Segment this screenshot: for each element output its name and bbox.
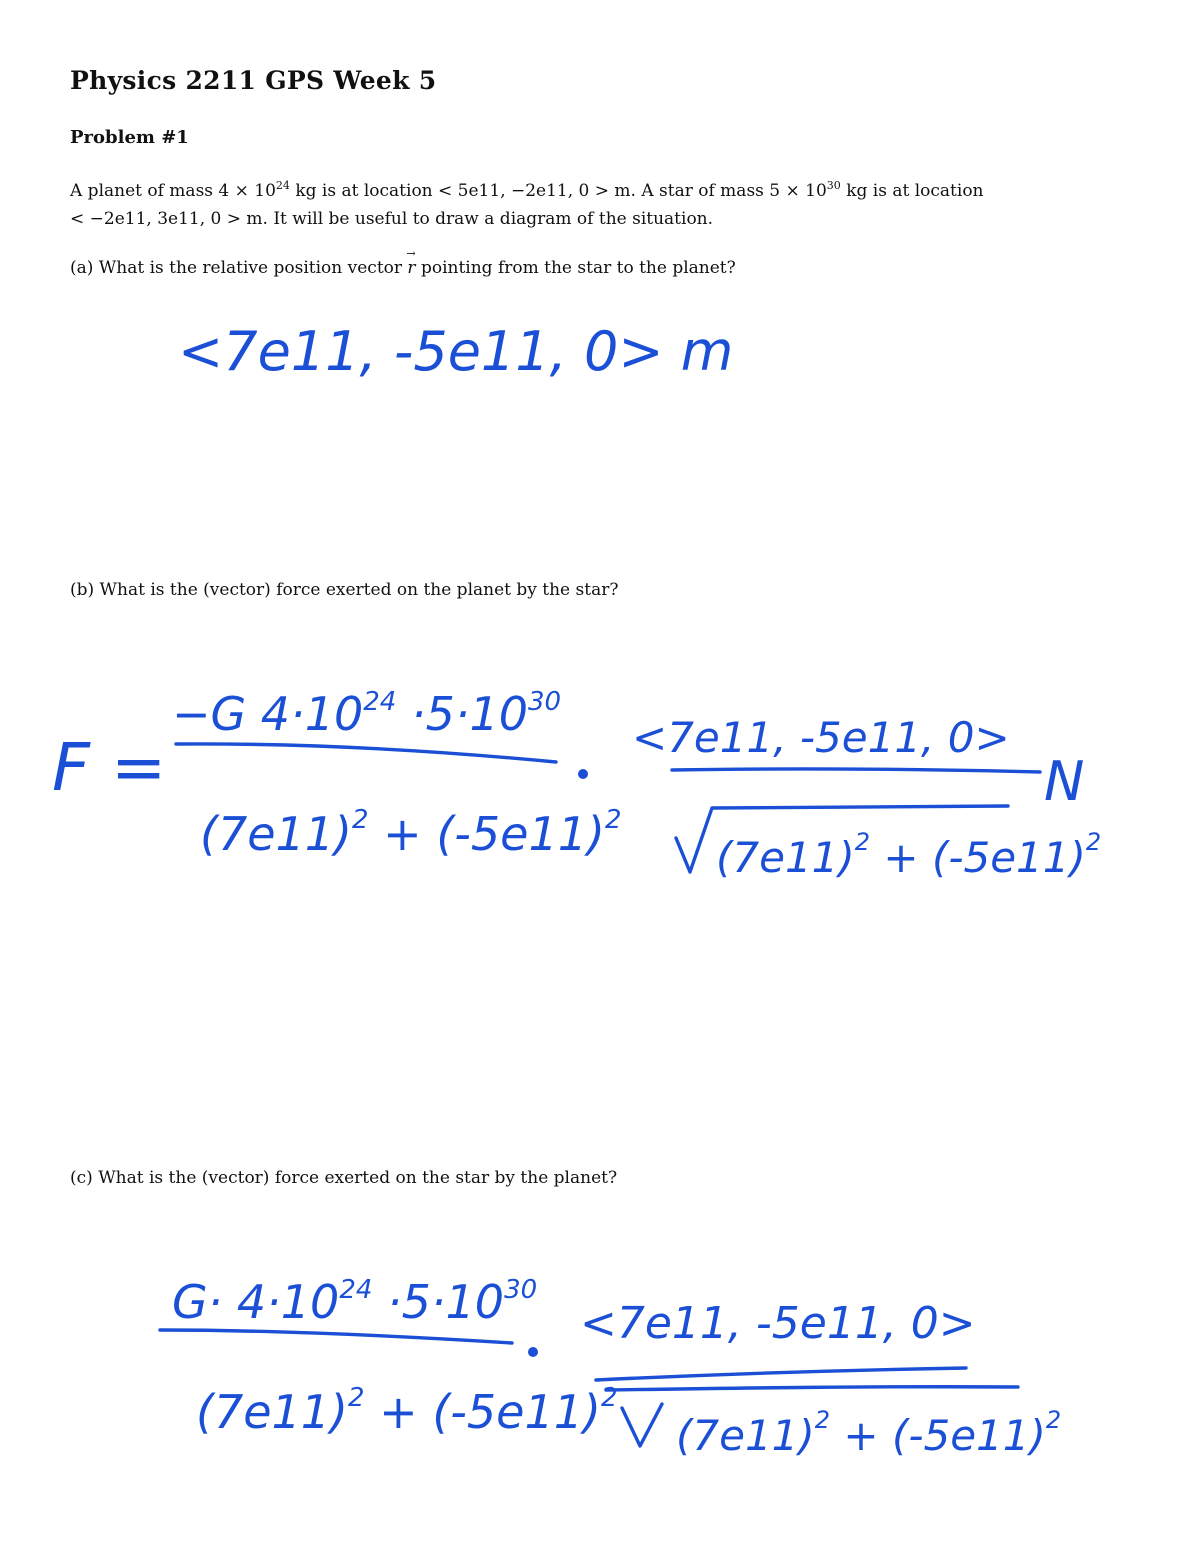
answer-b-unit: N [1044,750,1085,813]
answer-b-vden-part2: + (-5e11) [870,833,1086,882]
answer-b-numerator [172,687,561,741]
statement-part-2: kg is at location < 5e11, −2e11, 0 > m. A star of mass 5 × 10 [289,181,827,201]
answer-c-vden-part2: + (-5e11) [830,1411,1046,1460]
multiplication-dot-b [578,769,588,779]
answer-b-den-part1: (7e11) [200,807,352,861]
answer-c-vector-denominator [676,1406,1061,1460]
answer-b-den-sq1: 2 [352,805,369,835]
answer-c-sqrt-sign [622,1404,662,1446]
vector-r-symbol: → r [407,258,415,278]
answer-c-vden-sq1: 2 [814,1406,831,1434]
page-title: Physics 2211 GPS Week 5 [70,66,437,95]
answer-c-denominator [196,1383,617,1439]
answer-b-vector-denominator [716,828,1101,882]
answer-c-vden-part1: (7e11) [676,1411,815,1460]
question-b: (b) What is the (vector) force exerted on the planet by the star? [70,580,619,600]
answer-c-num-part1: G· 4·10 [172,1275,340,1329]
answer-c-fraction-bar-2 [596,1368,966,1380]
star-mass-exponent: 30 [826,179,841,192]
answer-c-num-exp1: 24 [339,1275,373,1305]
statement-part-4: < −2e11, 3e11, 0 > m. It will be useful to draw a diagram of the situation. [70,209,714,229]
answer-b-vector-numerator: <7e11, -5e11, 0> [632,713,1010,762]
statement-part-3: kg is at location [840,181,984,201]
answer-a: <7e11, -5e11, 0> m [178,320,734,383]
answer-b-vden-sq1: 2 [854,828,871,856]
problem-statement [70,177,1145,233]
answer-c-fraction-bar-2b [606,1387,1018,1390]
question-a-text: (a) What is the relative position vector [70,258,408,278]
answer-b-den-sq2: 2 [604,805,622,835]
answer-b-vden-sq2: 2 [1085,828,1102,856]
answer-c-den-part1: (7e11) [196,1385,348,1439]
planet-mass-exponent: 24 [275,179,290,192]
answer-b-num-exp1: 24 [363,687,397,717]
answer-b-fraction-bar-2 [672,769,1040,772]
answer-c-vden-sq2: 2 [1045,1406,1062,1434]
problem-number: Problem #1 [70,127,189,148]
answer-b-lhs: F = [52,729,167,806]
question-a-text-end: pointing from the star to the planet? [415,258,736,278]
question-c: (c) What is the (vector) force exerted on the star by the planet? [70,1168,618,1188]
answer-c-num-exp2: 30 [504,1275,538,1305]
answer-b-sqrt-sign [676,806,1008,872]
answer-b-vden-part1: (7e11) [716,833,855,882]
answer-c-den-sq1: 2 [348,1383,365,1413]
answer-c-den-part2: + (-5e11) [364,1385,601,1439]
answer-b-den-part2: + (-5e11) [368,807,605,861]
answer-c-num-part2: ·5·10 [372,1275,505,1329]
statement-part-1: A planet of mass 4 × 10 [70,181,276,201]
answer-c-fraction-bar-1 [160,1330,512,1343]
answer-b-num-part1: −G 4·10 [172,687,364,741]
answer-b-num-exp2: 30 [528,687,562,717]
question-a [70,258,736,278]
answer-b-num-part2: ·5·10 [396,687,528,741]
multiplication-dot-c [528,1347,538,1357]
answer-b-fraction-bar-1 [176,744,556,762]
answer-c-numerator [172,1275,537,1329]
answer-c-den-sq2: 2 [600,1383,618,1413]
answer-b-denominator [200,805,621,861]
answer-c-vector-numerator: <7e11, -5e11, 0> [580,1298,976,1349]
